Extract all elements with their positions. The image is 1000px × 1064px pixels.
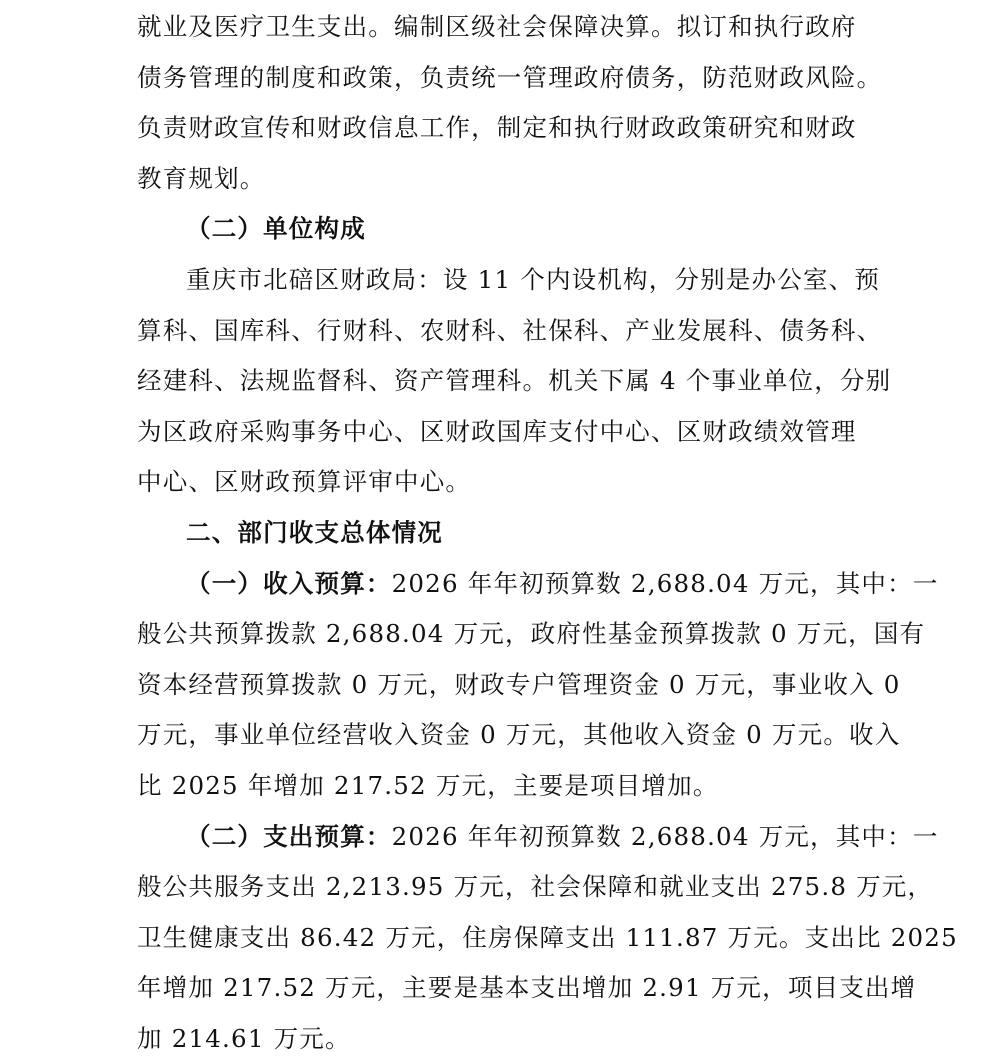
text-line: 重庆市北碚区财政局：设 11 个内设机构，分别是办公室、预 [137, 255, 889, 306]
text-line: 中心、区财政预算评审中心。 [137, 457, 889, 508]
document-page [137, 2, 889, 1064]
text-line: 般公共服务支出 2,213.95 万元，社会保障和就业支出 275.8 万元， [137, 862, 889, 913]
text-line: 就业及医疗卫生支出。编制区级社会保障决算。拟订和执行政府 [137, 2, 889, 53]
text-line: 比 2025 年增加 217.52 万元，主要是项目增加。 [137, 761, 889, 812]
section-heading-budget-overview [137, 508, 889, 559]
text-line: 卫生健康支出 86.42 万元，住房保障支出 111.87 万元。支出比 2025 [137, 913, 889, 964]
text-line: 负责财政宣传和财政信息工作，制定和执行财政政策研究和财政 [137, 103, 889, 154]
text-line: 资本经营预算拨款 0 万元，财政专户管理资金 0 万元，事业收入 0 [137, 660, 889, 711]
text-line: 加 214.61 万元。 [137, 1014, 889, 1064]
paragraph-income-budget [137, 559, 889, 812]
text-line: 为区政府采购事务中心、区财政国库支付中心、区财政绩效管理 [137, 407, 889, 458]
text-line: 万元，事业单位经营收入资金 0 万元，其他收入资金 0 万元。收入 [137, 710, 889, 761]
text-line: 债务管理的制度和政策，负责统一管理政府债务，防范财政风险。 [137, 53, 889, 104]
text-line-first [137, 812, 889, 863]
expense-line-0: 2026 年年初预算数 2,688.04 万元，其中：一 [392, 822, 939, 851]
text-line: 教育规划。 [137, 154, 889, 205]
text-line: 算科、国库科、行财科、农财科、社保科、产业发展科、债务科、 [137, 306, 889, 357]
text-line: 年增加 217.52 万元，主要是基本支出增加 2.91 万元，项目支出增 [137, 963, 889, 1014]
income-line-0: 2026 年年初预算数 2,688.04 万元，其中：一 [392, 569, 939, 598]
expense-label: （二）支出预算： [186, 822, 392, 851]
sub-heading-unit-composition [137, 204, 889, 255]
paragraph-unit-composition [137, 255, 889, 508]
text-line: 经建科、法规监督科、资产管理科。机关下属 4 个事业单位，分别 [137, 356, 889, 407]
text-line: 般公共预算拨款 2,688.04 万元，政府性基金预算拨款 0 万元，国有 [137, 609, 889, 660]
section-heading-text: 二、部门收支总体情况 [137, 508, 889, 559]
paragraph-responsibilities-tail [137, 2, 889, 204]
paragraph-expense-budget [137, 812, 889, 1064]
income-label: （一）收入预算： [186, 569, 392, 598]
text-line-first [137, 559, 889, 610]
sub-heading-text: （二）单位构成 [137, 204, 889, 255]
